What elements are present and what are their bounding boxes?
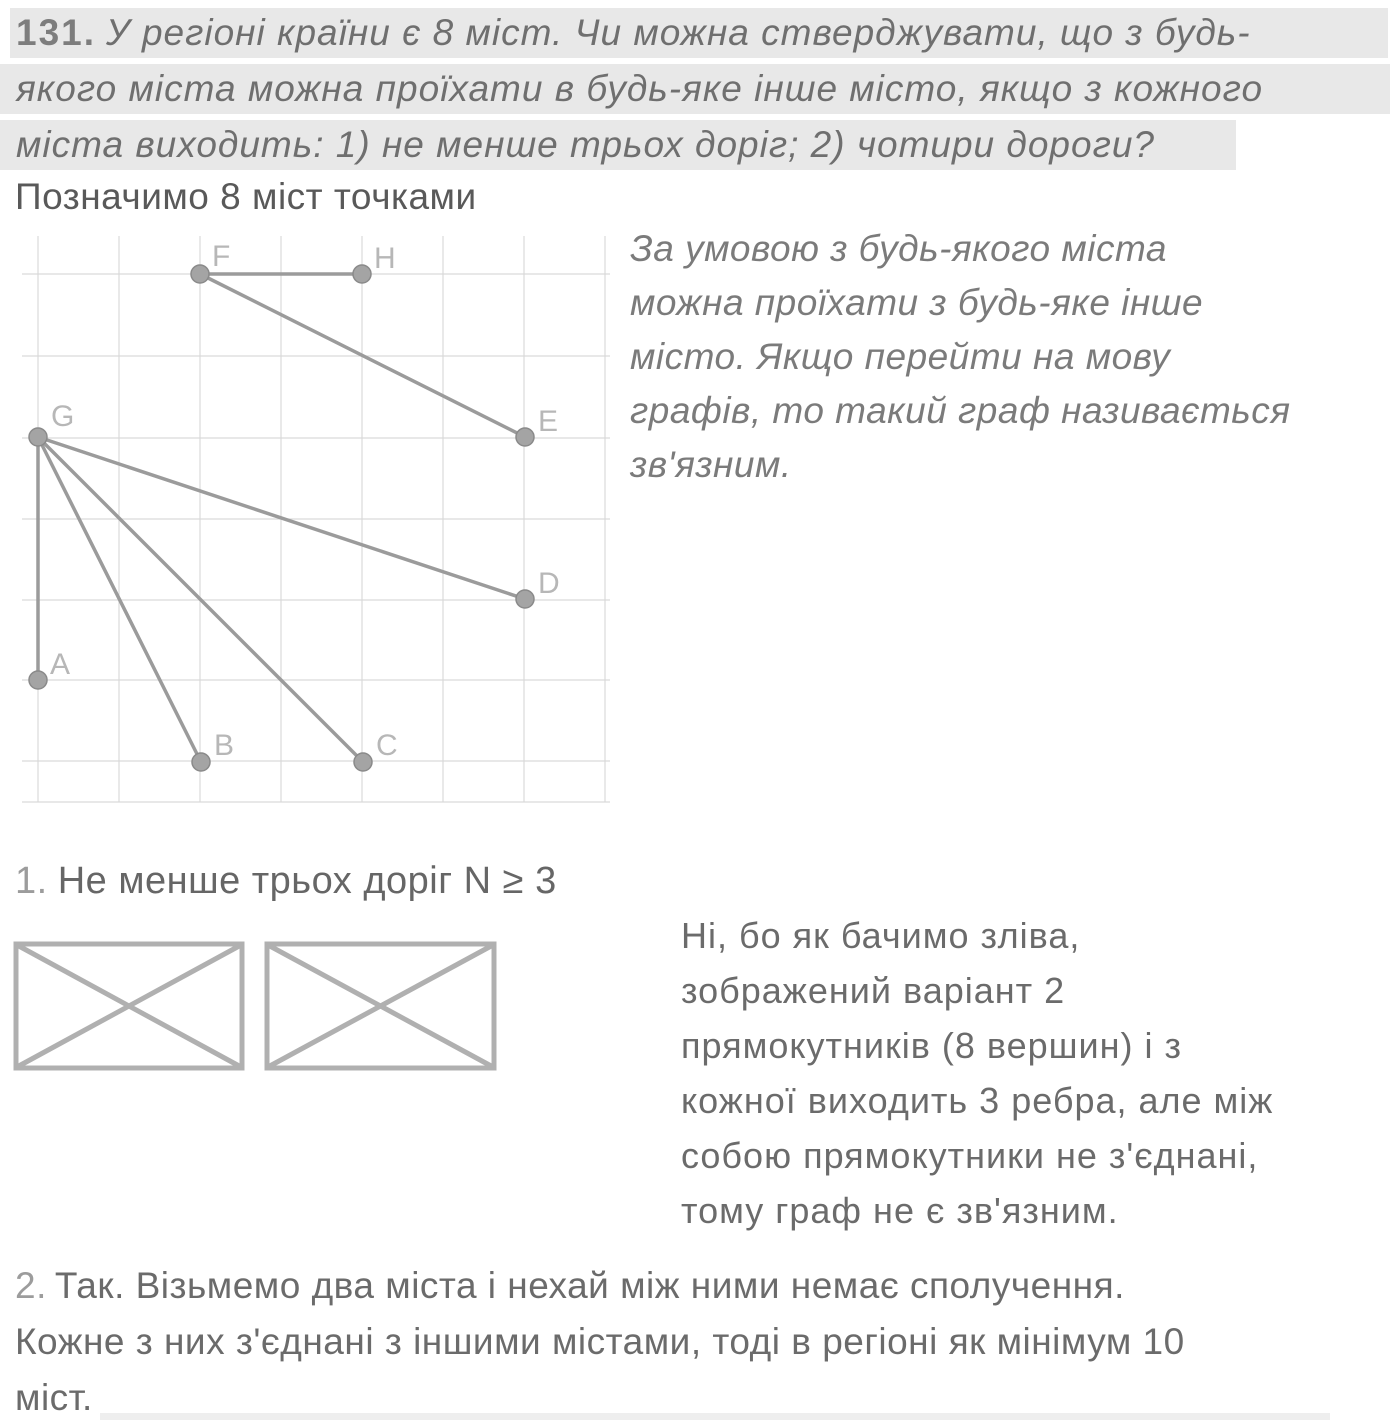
graph-diagram xyxy=(18,228,618,812)
note-connected-line-3: місто. Якщо перейти на мову xyxy=(630,336,1171,377)
node-label-D: D xyxy=(538,567,560,600)
note-connected-line-5: зв'язним. xyxy=(630,444,792,485)
node-label-C: C xyxy=(376,729,398,762)
case2-line-3: міст. xyxy=(15,1377,93,1418)
note-case1-line-6: тому граф не є зв'язним. xyxy=(681,1190,1119,1231)
scan-smudge xyxy=(100,1413,1330,1420)
node-H xyxy=(353,265,371,283)
problem-line-3 xyxy=(0,120,1236,170)
case2-line-2: Кожне з них з'єднані з іншими містами, тоді в регіоні як мінімум 10 xyxy=(15,1321,1185,1362)
problem-line-2 xyxy=(0,64,1390,114)
node-C xyxy=(354,753,372,771)
note-case1-line-2: зображений варіант 2 xyxy=(681,970,1066,1011)
node-D xyxy=(516,590,534,608)
case2-line-1-text: Так. Візьмемо два міста і нехай між ними немає сполучення. xyxy=(54,1265,1125,1306)
case2-number: 2. xyxy=(15,1265,47,1306)
problem-line-2-text: якого міста можна проїхати в будь-яке інше місто, якщо з кожного xyxy=(16,68,1264,109)
intro-text: Позначимо 8 міст точками xyxy=(15,176,477,217)
note-case1-line-1: Ні, бо як бачимо зліва, xyxy=(681,915,1081,956)
note-case1-line-5: собою прямокутники не з'єднані, xyxy=(681,1135,1259,1176)
note-connected-graph xyxy=(630,222,1291,492)
case2-answer xyxy=(15,1258,1185,1420)
crossed-rectangle-1 xyxy=(13,941,245,1071)
node-label-B: B xyxy=(214,729,235,762)
case1-heading xyxy=(15,860,557,903)
case2-line-1 xyxy=(15,1258,1185,1314)
problem-line-3-text: міста виходить: 1) не менше трьох доріг; 2) чотири дороги? xyxy=(16,124,1155,165)
problem-line-1-text: У регіоні країни є 8 міст. Чи можна стверджувати, що з будь- xyxy=(106,12,1251,53)
problem-line-1 xyxy=(10,8,1388,58)
note-connected-line-1: За умовою з будь-якого міста xyxy=(630,228,1167,269)
node-label-H: H xyxy=(374,242,396,275)
node-label-A: A xyxy=(50,648,71,681)
note-connected-line-2: можна проїхати з будь-яке інше xyxy=(630,282,1204,323)
note-case1-answer xyxy=(681,908,1273,1238)
node-label-E: E xyxy=(538,405,559,438)
node-A xyxy=(29,671,47,689)
note-case1-line-4: кожної виходить 3 ребра, але між xyxy=(681,1080,1274,1121)
crossed-rectangle-2 xyxy=(264,941,497,1071)
case1-heading-text: Не менше трьох доріг N ≥ 3 xyxy=(57,860,557,902)
note-case1-line-3: прямокутників (8 вершин) і з xyxy=(681,1025,1183,1066)
case1-number: 1. xyxy=(15,860,48,902)
node-G xyxy=(29,428,47,446)
problem-number: 131. xyxy=(16,12,97,53)
node-B xyxy=(192,753,210,771)
node-label-F: F xyxy=(212,240,231,273)
note-connected-line-4: графів, то такий граф називається xyxy=(630,390,1291,431)
node-label-G: G xyxy=(51,400,75,433)
node-E xyxy=(516,428,534,446)
node-F xyxy=(191,265,209,283)
